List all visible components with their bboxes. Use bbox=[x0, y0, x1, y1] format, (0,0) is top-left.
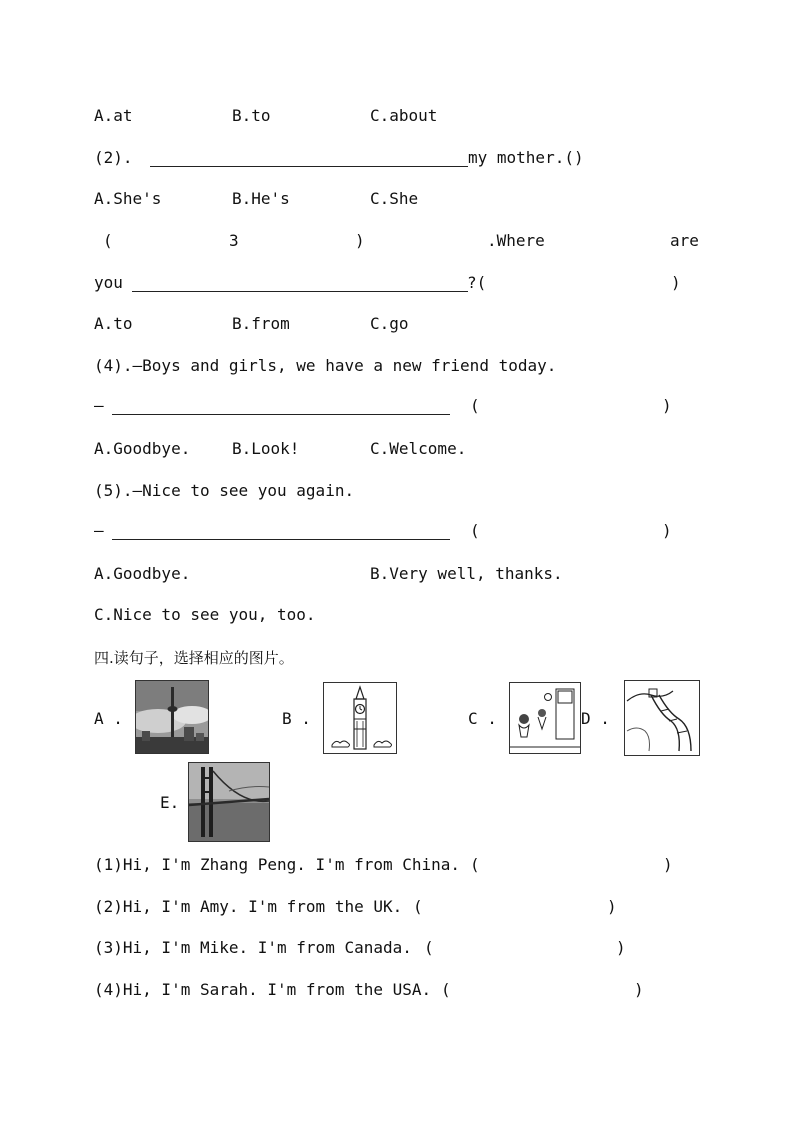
sentence-2-paren-close: ) bbox=[607, 897, 617, 916]
picture-label-d: D . bbox=[581, 709, 610, 728]
q4-prompt: (4).—Boys and girls, we have a new friend today. bbox=[94, 356, 557, 375]
q3-paren-open: ( bbox=[103, 231, 113, 250]
q2-option-a: A.She's bbox=[94, 189, 162, 208]
q2-answer-blank[interactable] bbox=[150, 166, 468, 167]
sentence-3-text: (3)Hi, I'm Mike. I'm from Canada. bbox=[94, 938, 412, 957]
sentence-1-paren-close: ) bbox=[663, 855, 673, 874]
q2-prefix: (2). bbox=[94, 148, 133, 167]
sentence-2-paren-open: ( bbox=[413, 897, 423, 916]
q2-option-c: C.She bbox=[370, 189, 419, 208]
q1-option-a: A.at bbox=[94, 106, 133, 125]
golden-gate-drawing bbox=[189, 763, 269, 841]
q4-dash: — bbox=[94, 396, 104, 415]
q3-paren-close: ) bbox=[355, 231, 365, 250]
q5-option-b: B.Very well, thanks. bbox=[370, 564, 563, 583]
golden-gate-picture[interactable] bbox=[188, 762, 270, 842]
sentence-3-paren-close: ) bbox=[616, 938, 626, 957]
cn-tower-drawing bbox=[136, 681, 208, 753]
great-wall-picture[interactable] bbox=[624, 680, 700, 756]
section4-title: 四.读句子，选择相应的图片。 bbox=[94, 649, 294, 667]
q2-option-b: B.He's bbox=[232, 189, 290, 208]
q3-paren-end: ) bbox=[671, 273, 681, 292]
picture-label-b: B . bbox=[282, 709, 311, 728]
picture-label-a: A . bbox=[94, 709, 123, 728]
great-wall-drawing bbox=[625, 681, 699, 755]
q2-suffix: my mother.() bbox=[468, 148, 584, 167]
sentence-3-paren-open: ( bbox=[424, 938, 434, 957]
sentence-2-text: (2)Hi, I'm Amy. I'm from the UK. bbox=[94, 897, 403, 916]
q3-option-c: C.go bbox=[370, 314, 409, 333]
sentence-4-text: (4)Hi, I'm Sarah. I'm from the USA. bbox=[94, 980, 432, 999]
picture-label-e: E. bbox=[160, 793, 180, 812]
q5-dash: — bbox=[94, 521, 104, 540]
q5-option-c: C.Nice to see you, too. bbox=[94, 605, 316, 624]
q5-option-a: A.Goodbye. bbox=[94, 564, 191, 583]
q3-number: 3 bbox=[229, 231, 239, 250]
q4-option-b: B.Look! bbox=[232, 439, 300, 458]
q5-paren-close: ) bbox=[662, 521, 672, 540]
big-ben-drawing bbox=[324, 683, 396, 753]
q4-option-a: A.Goodbye. bbox=[94, 439, 191, 458]
q3-option-a: A.to bbox=[94, 314, 133, 333]
sentence-4-paren-open: ( bbox=[441, 980, 451, 999]
q1-option-c: C.about bbox=[370, 106, 438, 125]
q5-prompt: (5).—Nice to see you again. bbox=[94, 481, 355, 500]
big-ben-picture[interactable] bbox=[323, 682, 397, 754]
q5-answer-blank[interactable] bbox=[112, 539, 450, 540]
q3-you: you bbox=[94, 273, 123, 292]
q4-paren-open: ( bbox=[470, 396, 480, 415]
q1-option-b: B.to bbox=[232, 106, 271, 125]
q3-option-b: B.from bbox=[232, 314, 290, 333]
q3-question-mark: ?( bbox=[467, 273, 487, 292]
picture-label-c: C . bbox=[468, 709, 497, 728]
sentence-4-paren-close: ) bbox=[634, 980, 644, 999]
basketball-picture[interactable] bbox=[509, 682, 581, 754]
sentence-1-paren-open: ( bbox=[470, 855, 480, 874]
q4-paren-close: ) bbox=[662, 396, 672, 415]
q4-answer-blank[interactable] bbox=[112, 414, 450, 415]
q3-answer-blank[interactable] bbox=[132, 291, 468, 292]
cn-tower-picture[interactable] bbox=[135, 680, 209, 754]
basketball-drawing bbox=[510, 683, 580, 753]
q3-where: .Where bbox=[487, 231, 545, 250]
q3-are: are bbox=[670, 231, 699, 250]
q4-option-c: C.Welcome. bbox=[370, 439, 467, 458]
sentence-1-text: (1)Hi, I'm Zhang Peng. I'm from China. bbox=[94, 855, 461, 874]
q5-paren-open: ( bbox=[470, 521, 480, 540]
